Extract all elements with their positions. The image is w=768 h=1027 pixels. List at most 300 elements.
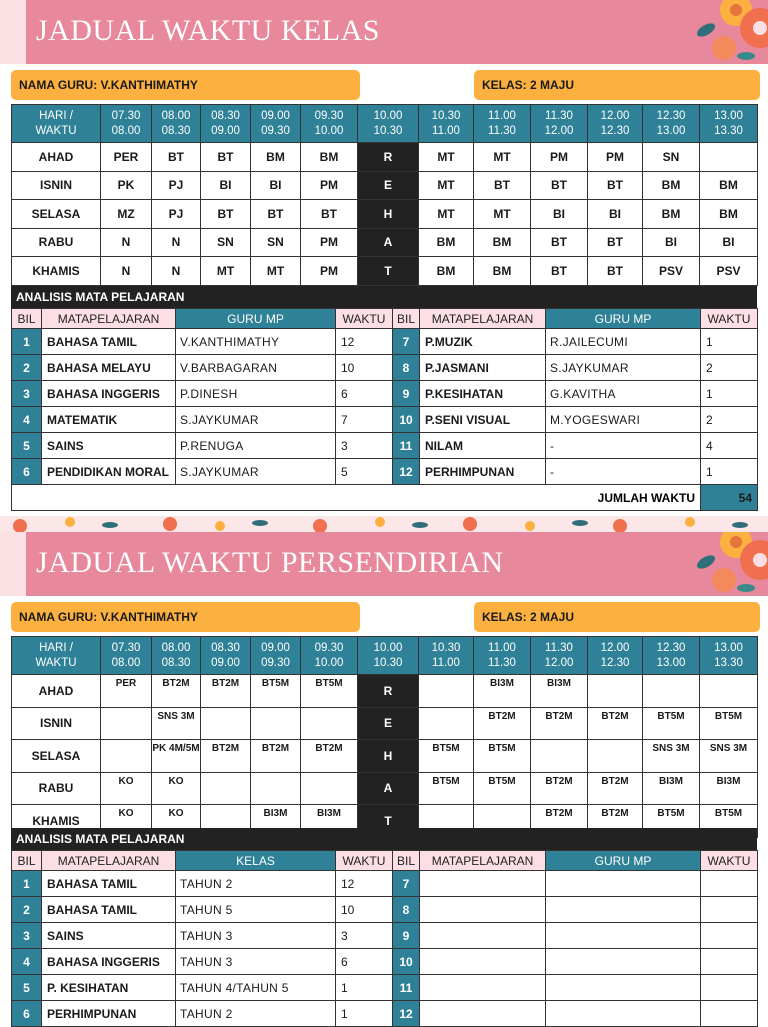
lesson-cell: BM: [301, 143, 358, 172]
waktu-value: 10: [336, 355, 393, 381]
col-subject: MATAPELAJARAN: [420, 309, 546, 329]
time-end: 10.30: [373, 124, 403, 137]
lesson-cell: BI: [531, 200, 588, 229]
lesson-cell: MT: [419, 200, 474, 229]
time-end: 11.30: [488, 124, 516, 137]
subject-name: PERHIMPUNAN: [42, 1001, 176, 1027]
bil-number: 4: [12, 949, 42, 975]
time-end: 08.30: [161, 656, 191, 669]
time-slot-header: [700, 105, 758, 143]
guru-name: V.BARBAGARAN: [176, 355, 336, 381]
time-start: 08.30: [211, 109, 240, 122]
guru-name: [546, 897, 701, 923]
waktu-value: 7: [336, 407, 393, 433]
rehat-cell: E: [358, 707, 419, 740]
lesson-cell: BT: [201, 143, 251, 172]
banner-accent: [0, 0, 26, 64]
lesson-cell: PSV: [700, 257, 758, 286]
lesson-cell: BM: [251, 143, 301, 172]
col-bil: BIL: [12, 309, 42, 329]
analisis-table-2: [11, 850, 758, 1027]
timetable-row: [12, 171, 758, 200]
lesson-cell: SNS 3M: [643, 740, 700, 773]
guru-name: TAHUN 2: [176, 1001, 336, 1027]
guru-name: TAHUN 3: [176, 949, 336, 975]
lesson-cell: PM: [301, 257, 358, 286]
time-slot-header: [301, 637, 358, 675]
flower-decoration-icon: [628, 532, 768, 596]
waktu-value: 2: [701, 407, 758, 433]
day-label: SELASA: [12, 200, 101, 229]
day-label: KHAMIS: [12, 257, 101, 286]
subject-name: SAINS: [42, 433, 176, 459]
lesson-cell: BT5M: [419, 740, 474, 773]
subject-name: BAHASA TAMIL: [42, 329, 176, 355]
bil-number: 8: [393, 355, 420, 381]
floral-divider: [0, 516, 768, 532]
waktu-value: 1: [701, 459, 758, 485]
lesson-cell: BT2M: [474, 707, 531, 740]
col-subject: MATAPELAJARAN: [42, 851, 176, 871]
floral-pattern-icon: [0, 516, 768, 532]
hari-waktu-header: HARI / WAKTU: [12, 105, 101, 143]
waktu-value: [701, 871, 758, 897]
lesson-cell: BT5M: [301, 675, 358, 708]
guru-name: P.DINESH: [176, 381, 336, 407]
lesson-cell: BM: [474, 228, 531, 257]
timetable-row: [12, 143, 758, 172]
time-start: 12.00: [600, 109, 630, 122]
analisis-row: [12, 381, 758, 407]
time-slot-header: [419, 637, 474, 675]
lesson-cell: [101, 707, 152, 740]
analisis-row: [12, 871, 758, 897]
lesson-cell: BI3M: [251, 805, 301, 838]
rehat-cell: A: [358, 772, 419, 805]
time-start: 08.30: [211, 641, 240, 654]
persendirian-banner: [0, 532, 768, 596]
guru-name: S.JAYKUMAR: [176, 407, 336, 433]
lesson-cell: N: [101, 257, 152, 286]
time-end: 13.00: [656, 656, 686, 669]
time-end: 10.00: [314, 124, 344, 137]
lesson-cell: KO: [101, 805, 152, 838]
time-end: 09.00: [211, 656, 240, 669]
bil-number: 7: [393, 329, 420, 355]
subject-name: P.MUZIK: [420, 329, 546, 355]
time-slot-header: [643, 637, 700, 675]
lesson-cell: PJ: [152, 200, 201, 229]
time-slot-header: [251, 105, 301, 143]
waktu-value: [701, 975, 758, 1001]
analisis-row: [12, 459, 758, 485]
bil-number: 12: [393, 1001, 420, 1027]
lesson-cell: BT: [201, 200, 251, 229]
col-waktu: WAKTU: [701, 309, 758, 329]
lesson-cell: PM: [588, 143, 643, 172]
waktu-value: 1: [336, 1001, 393, 1027]
guru-name: M.YOGESWARI: [546, 407, 701, 433]
lesson-cell: [301, 707, 358, 740]
time-end: 11.00: [432, 124, 460, 137]
flower-decoration-icon: [628, 0, 768, 64]
time-end: 08.00: [111, 656, 141, 669]
lesson-cell: BI3M: [643, 772, 700, 805]
rehat-cell: H: [358, 740, 419, 773]
time-start: 08.00: [161, 109, 191, 122]
col-waktu: WAKTU: [701, 851, 758, 871]
analisis-title: ANALISIS MATA PELAJARAN: [11, 286, 757, 308]
lesson-cell: BT2M: [588, 707, 643, 740]
rehat-cell: T: [358, 257, 419, 286]
guru-name: [546, 975, 701, 1001]
lesson-cell: KO: [152, 805, 201, 838]
lesson-cell: PM: [301, 228, 358, 257]
guru-name: [546, 923, 701, 949]
lesson-cell: PM: [301, 171, 358, 200]
lesson-cell: BT2M: [588, 772, 643, 805]
lesson-cell: MT: [419, 171, 474, 200]
subject-name: [420, 871, 546, 897]
col-guru: GURU MP: [176, 309, 336, 329]
waktu-value: 2: [701, 355, 758, 381]
waktu-value: 6: [336, 949, 393, 975]
rehat-cell: T: [358, 805, 419, 838]
subject-name: P. KESIHATAN: [42, 975, 176, 1001]
subject-name: BAHASA TAMIL: [42, 871, 176, 897]
bil-number: 11: [393, 975, 420, 1001]
col-bil: BIL: [393, 851, 420, 871]
guru-name: [546, 871, 701, 897]
time-end: 09.30: [261, 656, 290, 669]
lesson-cell: BI: [700, 228, 758, 257]
guru-name: TAHUN 2: [176, 871, 336, 897]
subject-name: [420, 975, 546, 1001]
time-slot-header: [588, 105, 643, 143]
rehat-cell: A: [358, 228, 419, 257]
lesson-cell: [588, 675, 643, 708]
time-end: 11.30: [488, 656, 516, 669]
time-slot-header: [152, 105, 201, 143]
lesson-cell: KO: [152, 772, 201, 805]
timetable-row: [12, 707, 758, 740]
bil-number: 7: [393, 871, 420, 897]
waktu-value: [701, 923, 758, 949]
bil-number: 2: [12, 897, 42, 923]
guru-name: -: [546, 459, 701, 485]
guru-name: -: [546, 433, 701, 459]
analisis-row: [12, 1001, 758, 1027]
subject-name: BAHASA INGGERIS: [42, 949, 176, 975]
time-start: 13.00: [714, 641, 743, 654]
guru-name: G.KAVITHA: [546, 381, 701, 407]
analisis-row: [12, 897, 758, 923]
day-label: RABU: [12, 772, 101, 805]
time-start: 12.30: [656, 641, 686, 654]
jumlah-value: 54: [701, 485, 758, 511]
page-title-2: JADUAL WAKTU PERSENDIRIAN: [36, 546, 504, 579]
time-start: 11.30: [545, 109, 573, 122]
subject-name: PERHIMPUNAN: [420, 459, 546, 485]
time-start: 10.00: [373, 109, 403, 122]
col-kelas: KELAS: [176, 851, 336, 871]
bil-number: 3: [12, 923, 42, 949]
lesson-cell: MT: [419, 143, 474, 172]
bil-number: 6: [12, 1001, 42, 1027]
lesson-cell: N: [152, 257, 201, 286]
lesson-cell: BT5M: [643, 805, 700, 838]
time-start: 09.30: [314, 641, 344, 654]
lesson-cell: BI: [201, 171, 251, 200]
lesson-cell: BM: [700, 171, 758, 200]
time-slot-header: [588, 637, 643, 675]
time-end: 12.00: [544, 124, 574, 137]
subject-name: [420, 1001, 546, 1027]
day-label: AHAD: [12, 143, 101, 172]
lesson-cell: MT: [474, 200, 531, 229]
guru-name: [546, 1001, 701, 1027]
banner-accent: [0, 532, 26, 596]
lesson-cell: KO: [101, 772, 152, 805]
time-end: 08.00: [111, 124, 141, 137]
analisis-row: [12, 329, 758, 355]
time-end: 11.00: [432, 656, 460, 669]
subject-name: PENDIDIKAN MORAL: [42, 459, 176, 485]
bil-number: 2: [12, 355, 42, 381]
bil-number: 9: [393, 923, 420, 949]
time-slot-header: [101, 637, 152, 675]
lesson-cell: SN: [643, 143, 700, 172]
time-start: 12.00: [600, 641, 630, 654]
subject-name: [420, 897, 546, 923]
timetable-row: [12, 228, 758, 257]
lesson-cell: MT: [251, 257, 301, 286]
waktu-value: 12: [336, 871, 393, 897]
time-end: 13.30: [714, 124, 743, 137]
time-slot-header: [251, 637, 301, 675]
timetable-row: [12, 740, 758, 773]
waktu-value: 6: [336, 381, 393, 407]
time-end: 12.30: [600, 124, 630, 137]
lesson-cell: BT5M: [251, 675, 301, 708]
lesson-cell: BT2M: [251, 740, 301, 773]
kelas-label-2: KELAS: 2 MAJU: [474, 602, 760, 632]
guru-name: TAHUN 4/TAHUN 5: [176, 975, 336, 1001]
lesson-cell: BT: [531, 257, 588, 286]
time-start: 10.30: [431, 109, 461, 122]
lesson-cell: MZ: [101, 200, 152, 229]
col-subject: MATAPELAJARAN: [420, 851, 546, 871]
lesson-cell: PK: [101, 171, 152, 200]
persendirian-timetable: [11, 636, 758, 838]
waktu-value: 1: [701, 329, 758, 355]
lesson-cell: [700, 675, 758, 708]
lesson-cell: [301, 772, 358, 805]
time-start: 09.00: [261, 109, 290, 122]
rehat-cell: H: [358, 200, 419, 229]
time-end: 08.30: [161, 124, 191, 137]
lesson-cell: BT5M: [474, 740, 531, 773]
timetable-row: [12, 675, 758, 708]
guru-name: P.RENUGA: [176, 433, 336, 459]
time-slot-header: [301, 105, 358, 143]
subject-name: P.SENI VISUAL: [420, 407, 546, 433]
subject-name: MATEMATIK: [42, 407, 176, 433]
bil-number: 12: [393, 459, 420, 485]
col-subject: MATAPELAJARAN: [42, 309, 176, 329]
lesson-cell: [201, 707, 251, 740]
lesson-cell: BT5M: [474, 772, 531, 805]
waktu-value: 1: [336, 975, 393, 1001]
analisis-table: [11, 308, 758, 511]
lesson-cell: BT5M: [419, 772, 474, 805]
waktu-value: 12: [336, 329, 393, 355]
time-start: 07.30: [111, 109, 141, 122]
waktu-value: 3: [336, 433, 393, 459]
bil-number: 6: [12, 459, 42, 485]
time-slot-header: [358, 105, 419, 143]
lesson-cell: BT2M: [301, 740, 358, 773]
col-waktu: WAKTU: [336, 851, 393, 871]
col-bil: BIL: [12, 851, 42, 871]
lesson-cell: PSV: [643, 257, 700, 286]
time-end: 13.30: [714, 656, 743, 669]
guru-name: V.KANTHIMATHY: [176, 329, 336, 355]
time-start: 13.00: [714, 109, 743, 122]
day-label: KHAMIS: [12, 805, 101, 838]
lesson-cell: [419, 707, 474, 740]
time-end: 12.00: [544, 656, 574, 669]
kelas-timetable: [11, 104, 758, 286]
day-label: RABU: [12, 228, 101, 257]
timetable-row: [12, 200, 758, 229]
lesson-cell: BI3M: [474, 675, 531, 708]
guru-name: R.JAILECUMI: [546, 329, 701, 355]
lesson-cell: BT2M: [588, 805, 643, 838]
time-slot-header: [531, 105, 588, 143]
analisis-row: [12, 923, 758, 949]
guru-name: TAHUN 5: [176, 897, 336, 923]
time-start: 09.00: [261, 641, 290, 654]
time-end: 13.00: [656, 124, 686, 137]
subject-name: BAHASA TAMIL: [42, 897, 176, 923]
waktu-value: [701, 1001, 758, 1027]
lesson-cell: MT: [474, 143, 531, 172]
lesson-cell: SN: [201, 228, 251, 257]
bil-number: 1: [12, 329, 42, 355]
subject-name: BAHASA MELAYU: [42, 355, 176, 381]
analisis-row: [12, 433, 758, 459]
lesson-cell: BM: [643, 200, 700, 229]
lesson-cell: BI: [251, 171, 301, 200]
lesson-cell: PER: [101, 675, 152, 708]
hari-waktu-header: HARI / WAKTU: [12, 637, 101, 675]
lesson-cell: PM: [531, 143, 588, 172]
lesson-cell: SNS 3M: [700, 740, 758, 773]
lesson-cell: BT5M: [700, 707, 758, 740]
lesson-cell: N: [152, 228, 201, 257]
analisis-row: [12, 975, 758, 1001]
subject-name: [420, 923, 546, 949]
bil-number: 5: [12, 975, 42, 1001]
lesson-cell: [700, 143, 758, 172]
time-start: 11.00: [488, 109, 516, 122]
analisis-row: [12, 949, 758, 975]
lesson-cell: BM: [419, 257, 474, 286]
time-slot-header: [700, 637, 758, 675]
time-slot-header: [201, 637, 251, 675]
waktu-value: 5: [336, 459, 393, 485]
time-end: 10.30: [373, 656, 403, 669]
time-slot-header: [419, 105, 474, 143]
time-slot-header: [201, 105, 251, 143]
lesson-cell: BT: [588, 171, 643, 200]
time-slot-header: [474, 105, 531, 143]
lesson-cell: BT2M: [152, 675, 201, 708]
lesson-cell: BT2M: [201, 740, 251, 773]
guru-name: [546, 949, 701, 975]
day-label: SELASA: [12, 740, 101, 773]
subject-name: P.KESIHATAN: [420, 381, 546, 407]
analisis-row: [12, 407, 758, 433]
time-end: 09.00: [211, 124, 240, 137]
lesson-cell: [643, 675, 700, 708]
lesson-cell: PJ: [152, 171, 201, 200]
time-slot-header: [152, 637, 201, 675]
bil-number: 10: [393, 949, 420, 975]
time-start: 10.30: [431, 641, 461, 654]
lesson-cell: BT: [152, 143, 201, 172]
day-label: AHAD: [12, 675, 101, 708]
subject-name: SAINS: [42, 923, 176, 949]
subject-name: NILAM: [420, 433, 546, 459]
time-start: 09.30: [314, 109, 344, 122]
lesson-cell: BM: [474, 257, 531, 286]
lesson-cell: BT: [588, 257, 643, 286]
lesson-cell: BT5M: [643, 707, 700, 740]
col-waktu: WAKTU: [336, 309, 393, 329]
lesson-cell: BT: [531, 228, 588, 257]
lesson-cell: SNS 3M: [152, 707, 201, 740]
lesson-cell: BT5M: [700, 805, 758, 838]
rehat-cell: R: [358, 143, 419, 172]
bil-number: 10: [393, 407, 420, 433]
lesson-cell: BT2M: [531, 805, 588, 838]
bil-number: 8: [393, 897, 420, 923]
timetable-row: [12, 772, 758, 805]
jumlah-spacer: [12, 485, 393, 511]
rehat-cell: E: [358, 171, 419, 200]
time-start: 12.30: [656, 109, 686, 122]
lesson-cell: BT: [251, 200, 301, 229]
lesson-cell: BT2M: [531, 707, 588, 740]
guru-name: S.JAYKUMAR: [546, 355, 701, 381]
bil-number: 5: [12, 433, 42, 459]
lesson-cell: SN: [251, 228, 301, 257]
waktu-value: 1: [701, 381, 758, 407]
day-label: ISNIN: [12, 171, 101, 200]
page-title: JADUAL WAKTU KELAS: [36, 14, 380, 47]
lesson-cell: PK 4M/5M: [152, 740, 201, 773]
time-slot-header: [101, 105, 152, 143]
time-end: 10.00: [314, 656, 344, 669]
lesson-cell: [588, 740, 643, 773]
analisis-title-2: ANALISIS MATA PELAJARAN: [11, 828, 757, 850]
lesson-cell: BT: [588, 228, 643, 257]
lesson-cell: MT: [201, 257, 251, 286]
bil-number: 11: [393, 433, 420, 459]
guru-name-label-2: NAMA GURU: V.KANTHIMATHY: [11, 602, 360, 632]
